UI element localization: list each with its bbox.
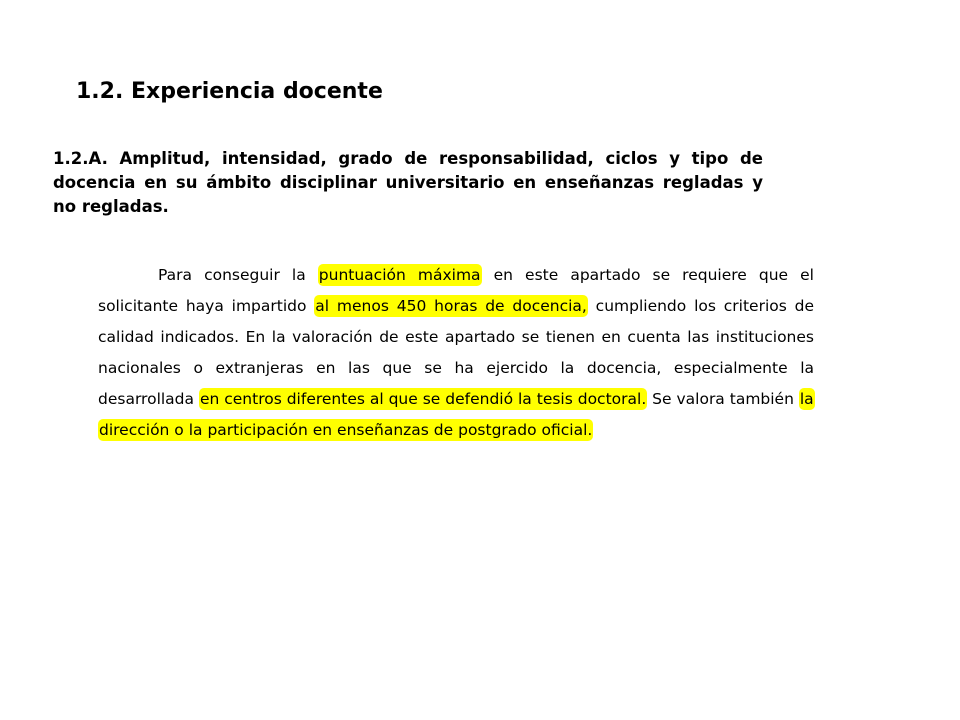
subsection-heading: 1.2.A. Amplitud, intensidad, grado de responsabilidad, ciclos y tipo de docencia en su ámbito disciplinar universitario en enseñanzas regladas y no regladas. xyxy=(53,149,763,216)
highlight-max-score: puntuación máxima xyxy=(318,266,481,284)
paragraph-text-1: Para conseguir la xyxy=(158,266,318,284)
section-title: 1.2. Experiencia docente xyxy=(76,79,383,104)
body-paragraph xyxy=(98,260,814,446)
highlight-different-centers: en centros diferentes al que se defendió la tesis doctoral. xyxy=(199,390,647,408)
paragraph-text-3: cumpliendo los criterios de calidad indicados. En la valoración de este apartado se tienen en cuenta las instituciones nacionales o extranjeras en las que se ha ejercido la docencia, especialmente la desarrollada xyxy=(98,297,814,408)
highlight-postgraduate: la dirección o la participación en enseñanzas de postgrado oficial. xyxy=(99,390,814,439)
paragraph-text-2: en este apartado se requiere que el solicitante haya impartido xyxy=(98,266,814,315)
highlight-teaching-hours: al menos 450 horas de docencia, xyxy=(315,297,587,315)
paragraph-text-4: Se valora también xyxy=(647,390,799,408)
